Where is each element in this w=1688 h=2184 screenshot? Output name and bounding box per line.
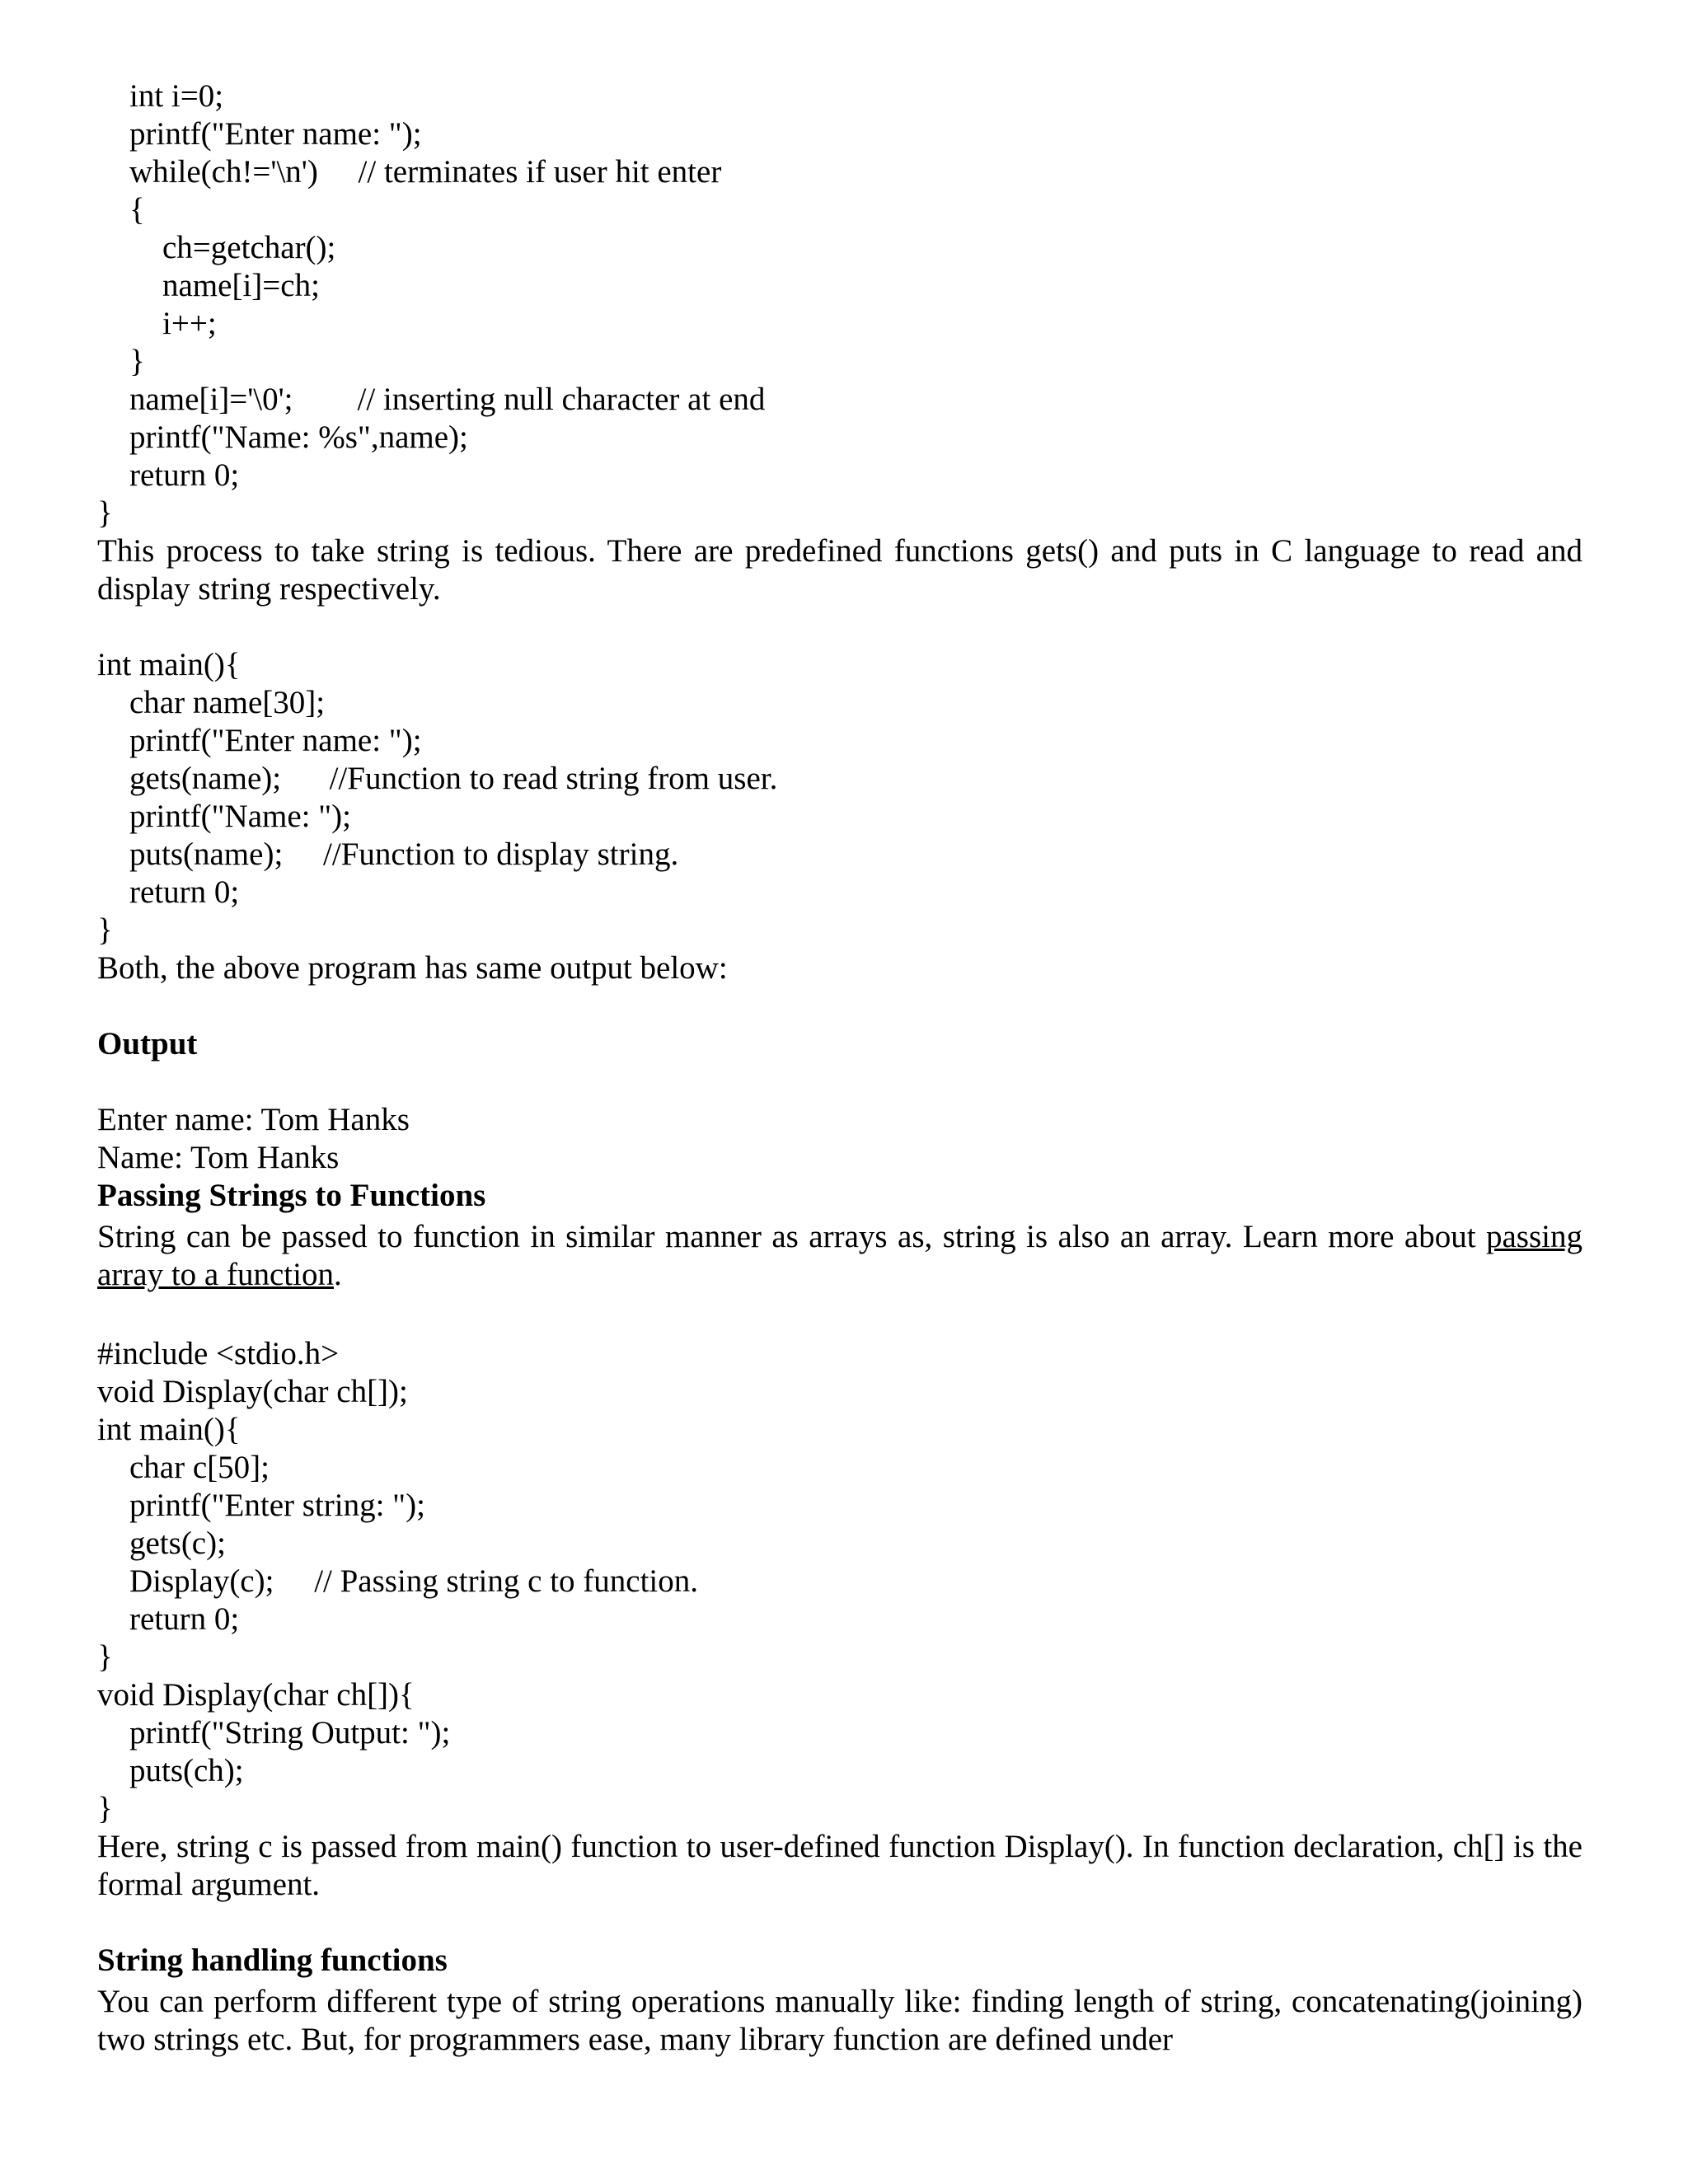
paragraph-text: String can be passed to function in similar manner as arrays as, string is also an array. Learn more about: [97, 1219, 1486, 1254]
code-line: printf("Name: %s",name);: [129, 419, 468, 455]
code-line: puts(ch);: [129, 1753, 244, 1788]
code-line: printf("Enter string: ");: [129, 1488, 425, 1523]
code-line: }: [97, 1639, 113, 1675]
paragraph-end: .: [333, 1257, 342, 1292]
code-line: printf("Enter name: ");: [129, 116, 422, 152]
code-line: name[i]=ch;: [162, 268, 320, 303]
code-line: }: [97, 1791, 113, 1826]
paragraph: [97, 1218, 1582, 1294]
code-line: name[i]='\0'; // inserting null character at end: [129, 382, 766, 417]
code-line: while(ch!='\n') // terminates if user hit enter: [129, 154, 722, 190]
code-line: void Display(char ch[]);: [97, 1374, 408, 1409]
output-line: Name: Tom Hanks: [97, 1140, 340, 1175]
code-line: printf("String Output: ");: [129, 1715, 451, 1750]
code-line: gets(name); //Function to read string from user.: [129, 761, 778, 796]
code-line: i++;: [162, 306, 217, 341]
passing-array-link[interactable]: passing array to a function: [97, 1219, 1582, 1292]
paragraph: Both, the above program has same output below:: [97, 950, 728, 986]
section-heading: Passing Strings to Functions: [97, 1178, 486, 1213]
section-heading: String handling functions: [97, 1943, 448, 1978]
code-line: puts(name); //Function to display string.: [129, 837, 679, 872]
code-line: int main(){: [97, 647, 241, 682]
code-line: char name[30];: [129, 685, 326, 720]
code-line: }: [97, 495, 113, 531]
code-line: ch=getchar();: [162, 230, 336, 265]
code-line: {: [129, 192, 145, 227]
code-line: Display(c); // Passing string c to function.: [129, 1563, 699, 1599]
code-line: gets(c);: [129, 1526, 226, 1561]
code-line: return 0;: [129, 874, 240, 910]
code-line: }: [97, 912, 113, 948]
code-line: printf("Name: ");: [129, 799, 352, 834]
paragraph: Here, string c is passed from main() function to user-defined function Display(). In function declaration, ch[] is the formal argument.: [97, 1829, 1582, 1902]
code-line: void Display(char ch[]){: [97, 1677, 415, 1713]
code-line: #include <stdio.h>: [97, 1336, 340, 1371]
code-line: int i=0;: [129, 78, 224, 114]
output-line: Enter name: Tom Hanks: [97, 1102, 410, 1137]
output-heading: Output: [97, 1026, 198, 1062]
code-line: int main(){: [97, 1412, 241, 1447]
paragraph: This process to take string is tedious. There are predefined functions gets() and puts in C language to read and display string respectively.: [97, 533, 1582, 607]
code-line: }: [129, 344, 145, 379]
code-line: return 0;: [129, 1601, 240, 1637]
code-line: char c[50];: [129, 1450, 270, 1485]
code-line: printf("Enter name: ");: [129, 723, 422, 758]
paragraph: You can perform different type of string operations manually like: finding length of string, concatenating(joining) two strings etc. But, for programmers ease, many library function are defined under: [97, 1984, 1582, 2057]
code-line: return 0;: [129, 457, 240, 493]
